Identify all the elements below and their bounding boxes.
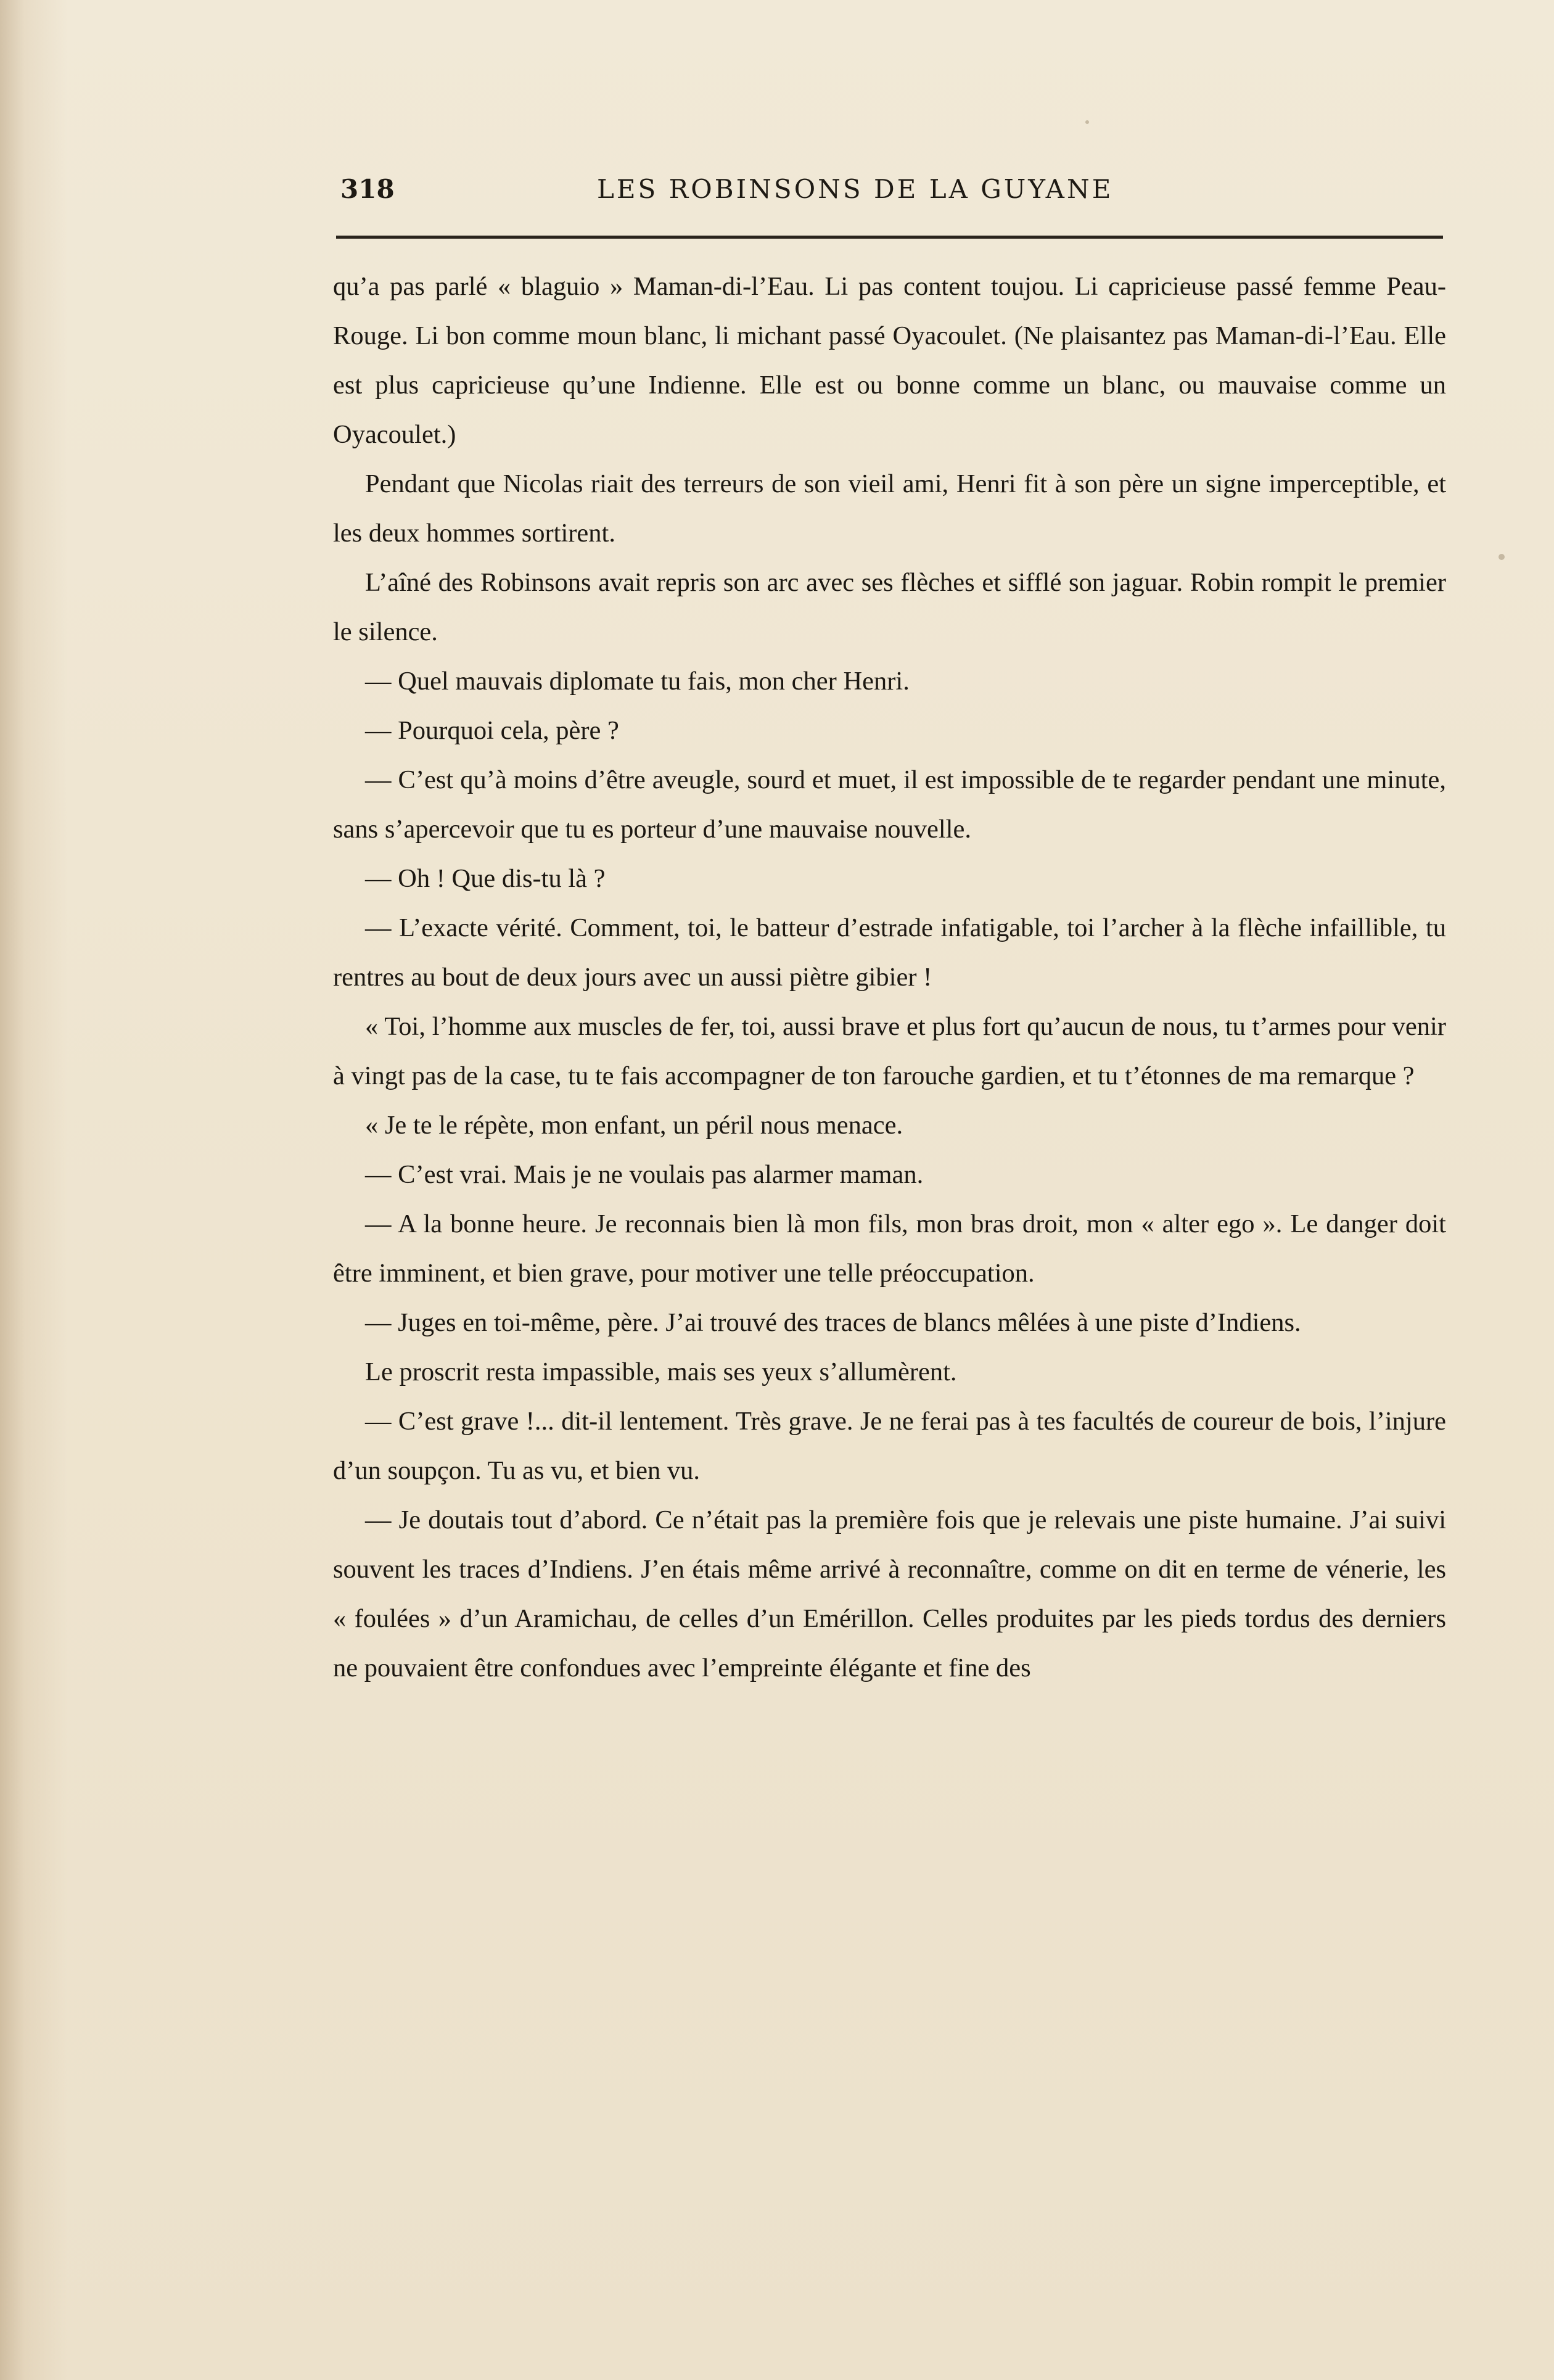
- paragraph: — L’exacte vérité. Comment, toi, le batteur d’estrade infatigable, toi l’archer à la flèche infaillible, tu rentres au bout de deux jours avec un aussi piètre gibier !: [333, 913, 1446, 992]
- paragraph: — Juges en toi-même, père. J’ai trouvé des traces de blancs mêlées à une piste d’Indiens.: [365, 1308, 1301, 1337]
- paragraph: — C’est vrai. Mais je ne voulais pas alarmer maman.: [365, 1160, 924, 1189]
- paper-blemish: [1085, 120, 1089, 124]
- paragraph: — C’est grave !... dit-il lentement. Très grave. Je ne ferai pas à tes facultés de coureur de bois, l’injure d’un soupçon. Tu as vu, et bien vu.: [333, 1407, 1446, 1485]
- header-rule: [336, 236, 1443, 239]
- paragraph: — A la bonne heure. Je reconnais bien là mon fils, mon bras droit, mon « alter ego ». Le danger doit être imminent, et bien grave, pour motiver une telle préoccupation.: [333, 1209, 1446, 1288]
- paragraph: — Oh ! Que dis-tu là ?: [365, 864, 606, 893]
- paragraph: — C’est qu’à moins d’être aveugle, sourd et muet, il est impossible de te regarder pendant une minute, sans s’apercevoir que tu es porteur d’une mauvaise nouvelle.: [333, 765, 1446, 844]
- paragraph: Pendant que Nicolas riait des terreurs de son vieil ami, Henri fit à son père un signe imperceptible, et les deux hommes sortirent.: [333, 469, 1446, 548]
- paragraph: — Pourquoi cela, père ?: [365, 716, 619, 745]
- running-title: LES ROBINSONS DE LA GUYANE: [597, 174, 1114, 204]
- paragraph: « Je te le répète, mon enfant, un péril nous menace.: [365, 1111, 903, 1140]
- paragraph: — Je doutais tout d’abord. Ce n’était pas la première fois que je relevais une piste humaine. J’ai suivi souvent les traces d’Indiens. J’en étais même arrivé à reconnaître, comme on dit en terme de vénerie, les « foulées » d’un Aramichau, de celles d’un Emérillon. Celles produites par les pieds tordus des derniers ne pouvaient être confondues avec l’empreinte élégante et fine des: [333, 1505, 1446, 1682]
- page-number: 318: [340, 174, 395, 204]
- paragraph: Le proscrit resta impassible, mais ses yeux s’allumèrent.: [365, 1357, 957, 1386]
- page-header: [333, 168, 1443, 217]
- paragraph: — Quel mauvais diplomate tu fais, mon cher Henri.: [365, 667, 910, 696]
- paragraph: « Toi, l’homme aux muscles de fer, toi, aussi brave et plus fort qu’aucun de nous, tu t’armes pour venir à vingt pas de la case, tu te fais accompagner de ton farouche gardien, et tu t’étonnes de ma remarque ?: [333, 1012, 1446, 1090]
- paper-blemish: [1498, 554, 1505, 560]
- paragraph: qu’a pas parlé « blaguio » Maman-di-l’Eau. Li pas content toujou. Li capricieuse passé femme Peau-Rouge. Li bon comme moun blanc, li michant passé Oyacoulet. (Ne plaisantez pas Maman-di-l’Eau. Elle est plus capricieuse qu’une Indienne. Elle est ou bonne comme un blanc, ou mauvaise comme un Oyacoulet.): [333, 272, 1446, 449]
- paragraph: L’aîné des Robinsons avait repris son arc avec ses flèches et sifflé son jaguar. Robin rompit le premier le silence.: [333, 568, 1446, 646]
- body-text: [333, 262, 1446, 1693]
